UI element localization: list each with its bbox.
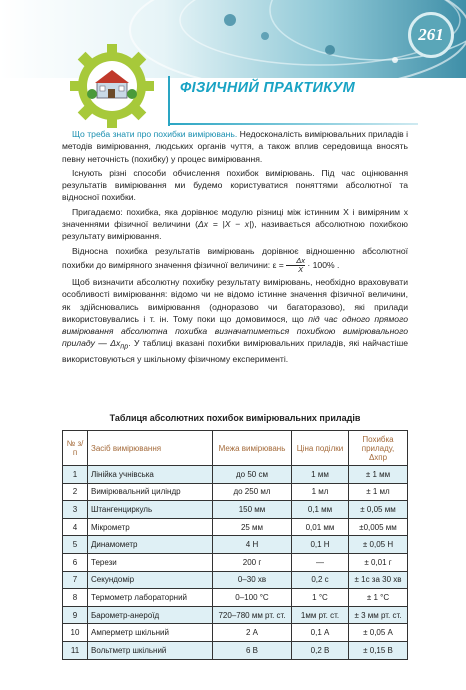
cell-range: 25 мм	[213, 518, 292, 536]
paragraph-5-italic: під час одного прямого вимірювання абсолютна похибка визначатиметься похибкою вимірювального приладу — Δx	[62, 313, 408, 349]
cell-instrument: Секундомір	[88, 571, 213, 589]
cell-instrument: Мікрометр	[88, 518, 213, 536]
cell-division: —	[292, 553, 349, 571]
paragraph-1	[62, 128, 408, 165]
table-row	[63, 536, 408, 554]
table-row	[63, 501, 408, 519]
cell-division: 1 °С	[292, 589, 349, 607]
cell-number: 6	[63, 553, 88, 571]
instrument-errors-table	[62, 430, 408, 660]
paragraph-5-subscript: пр	[120, 343, 129, 352]
cell-number: 2	[63, 483, 88, 501]
paragraph-5-text-a: Щоб визначити абсолютну похибку результату вимірювань, необхідно враховувати особливості вимірювання: відомо чи не відомо істинне значення фізичної величини, як здійснювались вимірювання (одноразово чи багаторазово), які прилади використовувались і т. ін. Тому поки що домовимося, що	[62, 276, 408, 324]
cell-error: ± 0,05 мм	[349, 501, 408, 519]
cell-error: ± 0,05 Н	[349, 536, 408, 554]
header-division: Ціна поділки	[292, 431, 349, 466]
header-error: Похибка приладу, Δxпр	[349, 431, 408, 466]
cell-error: ± 0,05 А	[349, 624, 408, 642]
paragraph-4-text-b: · 100% .	[305, 259, 340, 270]
title-divider-vertical	[168, 76, 170, 126]
cell-division: 1мм рт. ст.	[292, 606, 349, 624]
cell-instrument: Барометр-анероїд	[88, 606, 213, 624]
cell-range: 0–100 °С	[213, 589, 292, 607]
cell-division: 1 мл	[292, 483, 349, 501]
cell-range: 0–30 хв	[213, 571, 292, 589]
cell-number: 3	[63, 501, 88, 519]
section-title: ФІЗИЧНИЙ ПРАКТИКУМ	[180, 80, 355, 96]
cell-error: ± 0,01 г	[349, 553, 408, 571]
cell-instrument: Лінійка учнівська	[88, 466, 213, 484]
cell-range: до 250 мл	[213, 483, 292, 501]
gear-house-icon	[62, 36, 162, 141]
fraction-denominator: X	[298, 264, 304, 274]
cell-error: ± 1 °С	[349, 589, 408, 607]
paragraph-2: Існують різні способи обчислення похибок вимірювань. Під час оцінювання результатів вимірювання ми будемо користуватися поняттями абсолютної та відносної похибки.	[62, 167, 408, 203]
cell-number: 4	[63, 518, 88, 536]
table-row	[63, 589, 408, 607]
table-row	[63, 483, 408, 501]
cell-division: 0,1 А	[292, 624, 349, 642]
table-row	[63, 553, 408, 571]
cell-number: 9	[63, 606, 88, 624]
cell-range: 2 А	[213, 624, 292, 642]
paragraph-5	[62, 276, 408, 366]
table-title: Таблиця абсолютних похибок вимірювальних приладів	[109, 413, 361, 423]
cell-instrument: Термометр лабораторний	[88, 589, 213, 607]
paragraph-4-text-a: Відносна похибка результатів вимірювань дорівнює відношенню абсолютної похибки до виміряного значення фізичної величини: ε =	[62, 245, 408, 270]
fraction-numerator: Δx	[286, 257, 305, 266]
cell-error: ± 3 мм рт. ст.	[349, 606, 408, 624]
cell-error: ±0,005 мм	[349, 518, 408, 536]
cell-range: 720–780 мм рт. ст.	[213, 606, 292, 624]
title-divider-horizontal	[168, 123, 418, 125]
cell-number: 7	[63, 571, 88, 589]
cell-instrument: Вимірювальний циліндр	[88, 483, 213, 501]
cell-error: ± 1 мл	[349, 483, 408, 501]
paragraph-1-text: Недосконалість вимірювальних приладів і методів вимірювання, людських органів чуття, а також вплив середовища вносять певну неточність (похибку) у процес вимірювання.	[62, 129, 408, 164]
header-number: № з/п	[63, 431, 88, 466]
header-range: Межа вимірювань	[213, 431, 292, 466]
table-header-row	[63, 431, 408, 466]
page-number: 261	[408, 12, 454, 58]
relative-error-fraction	[286, 257, 305, 274]
table-row	[63, 641, 408, 659]
cell-instrument: Динамометр	[88, 536, 213, 554]
cell-division: 0,01 мм	[292, 518, 349, 536]
table-row	[63, 571, 408, 589]
paragraph-5-text-b: . У таблиці вказані похибки вимірювальних приладів, які найчастіше використовуються у шкільному фізичному експерименті.	[62, 338, 408, 365]
table-row	[63, 606, 408, 624]
cell-range: до 50 см	[213, 466, 292, 484]
cell-division: 0,2 В	[292, 641, 349, 659]
cell-error: ± 0,15 В	[349, 641, 408, 659]
paragraph-4	[62, 245, 408, 274]
cell-error: ± 1 мм	[349, 466, 408, 484]
absolute-error-formula: Δx = |X − x|	[198, 219, 252, 230]
cell-error: ± 1с за 30 хв	[349, 571, 408, 589]
cell-division: 0,1 мм	[292, 501, 349, 519]
body-text	[62, 128, 408, 368]
cell-number: 10	[63, 624, 88, 642]
cell-instrument: Амперметр шкільний	[88, 624, 213, 642]
cell-range: 200 г	[213, 553, 292, 571]
cell-range: 6 В	[213, 641, 292, 659]
paragraph-3-text-b: ), називається абсолютною похибкою результату вимірювання.	[62, 219, 408, 242]
cell-division: 0,1 Н	[292, 536, 349, 554]
table-row	[63, 518, 408, 536]
cell-number: 5	[63, 536, 88, 554]
cell-number: 8	[63, 589, 88, 607]
header-instrument: Засіб вимірювання	[88, 431, 213, 466]
cell-instrument: Терези	[88, 553, 213, 571]
paragraph-3	[62, 206, 408, 243]
cell-range: 4 Н	[213, 536, 292, 554]
cell-instrument: Вольтметр шкільний	[88, 641, 213, 659]
cell-division: 0,2 с	[292, 571, 349, 589]
cell-division: 1 мм	[292, 466, 349, 484]
cell-range: 150 мм	[213, 501, 292, 519]
table-row	[63, 624, 408, 642]
cell-number: 11	[63, 641, 88, 659]
paragraph-3-text-a: Пригадаємо: похибка, яка дорівнює модулю різниці між істинним X і виміряним x значеннями фізичної величини (	[62, 206, 408, 230]
paragraph-1-heading: Що треба знати про похибки вимірювань.	[72, 129, 238, 139]
cell-instrument: Штангенциркуль	[88, 501, 213, 519]
table-row	[63, 466, 408, 484]
cell-number: 1	[63, 466, 88, 484]
